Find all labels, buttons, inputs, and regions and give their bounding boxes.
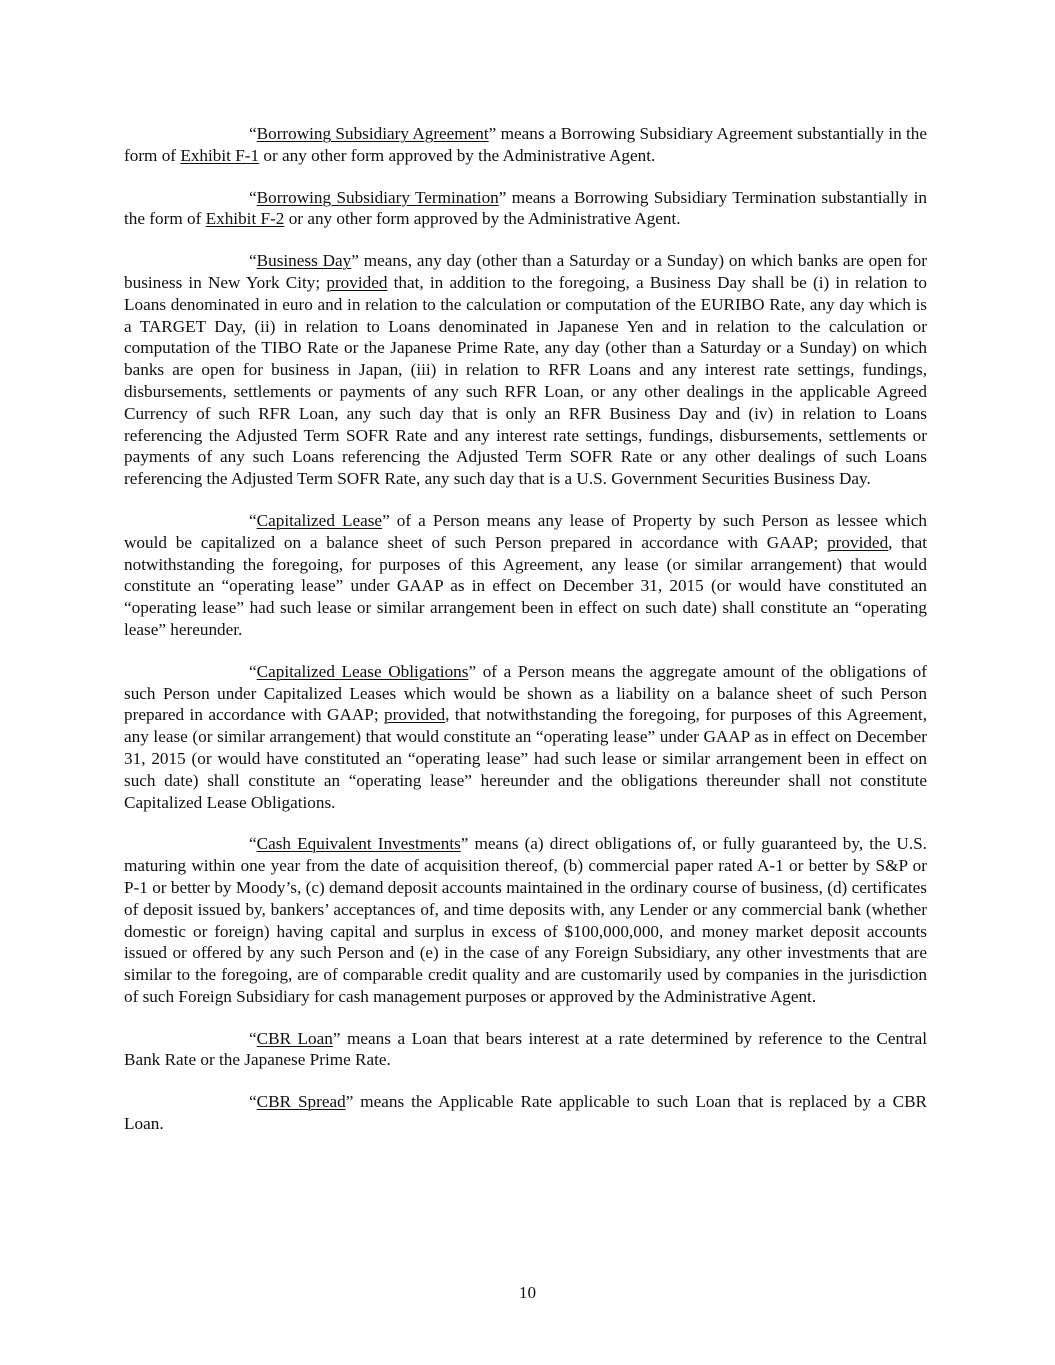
definition-text: ” means the Applicable Rate applicable to such Loan that is replaced by a CBR Loan. (124, 1092, 927, 1134)
definition-text: ” means a Borrowing Subsidiary Agreement substantially in the form of (124, 124, 927, 165)
exhibit-reference: Exhibit F-2 (205, 209, 285, 229)
page-number: 10 (518, 1283, 537, 1302)
open-quote: “ (249, 661, 257, 681)
exhibit-reference: Exhibit F-1 (180, 145, 260, 165)
definition-borrowing-subsidiary-agreement (124, 123, 927, 167)
definition-text: ” means (a) direct obligations of, or fully guaranteed by, the U.S. maturing within one year from the date of acquisition thereof, (b) commercial paper rated A-1 or better by S&P or P-1 or better by Moody’s, (c) demand deposit accounts maintained in the ordinary course of business, (d) certificates of deposit issued by, bankers’ acceptances of, and time deposits with, any Lender or any commercial bank (whether domestic or foreign) having capital and surplus in excess of $100,000,000, and money market deposit accounts issued or offered by any such Person and (e) in the case of any Foreign Subsidiary, any other investments that are similar to the foregoing, are of comparable credit quality and are customarily used by companies in the jurisdiction of such Foreign Subsidiary for cash management purposes or approved by the Administrative Agent. (124, 834, 927, 1006)
definition-text: or any other form approved by the Administrative Agent. (284, 209, 681, 229)
open-quote: “ (249, 1092, 257, 1112)
defined-term: Borrowing Subsidiary Termination (256, 187, 499, 207)
provided-term: provided (326, 272, 388, 292)
definition-text: ” means, any day (other than a Saturday or a Sunday) on which banks are open for business in New York City; (124, 251, 927, 292)
defined-term: Business Day (256, 251, 352, 271)
definition-capitalized-lease-obligations (124, 661, 927, 814)
defined-term: Capitalized Lease Obligations (256, 661, 469, 681)
definition-capitalized-lease (124, 510, 927, 641)
document-page (124, 123, 927, 1155)
open-quote: “ (249, 187, 257, 207)
defined-term: Cash Equivalent Investments (256, 834, 461, 854)
defined-term: CBR Spread (256, 1092, 346, 1112)
open-quote: “ (249, 510, 257, 530)
open-quote: “ (249, 1028, 257, 1048)
definition-text: ” means a Borrowing Subsidiary Termination substantially in the form of (124, 187, 927, 229)
defined-term: CBR Loan (256, 1028, 333, 1048)
definition-business-day (124, 250, 927, 490)
definition-cbr-loan (124, 1028, 927, 1072)
defined-term: Borrowing Subsidiary Agreement (256, 124, 489, 143)
provided-term: provided (827, 532, 889, 552)
definition-text: ” of a Person means the aggregate amount of the obligations of such Person under Capitalized Leases which would be shown as a liability on a balance sheet of such Person prepared in accordance with GAAP; (124, 661, 928, 725)
definition-text: that, in addition to the foregoing, a Business Day shall be (i) in relation to Loans denominated in euro and in relation to the calculation or computation of the EURIBO Rate, any day which is a TARGET Day, (ii) in relation to Loans denominated in Japanese Yen and in relation to the calculation or computation of the TIBO Rate or the Japanese Prime Rate, any day (other than a Saturday or a Sunday) on which banks are open for business in Japan, (iii) in relation to RFR Loans and any interest rate settings, fundings, disbursements, settlements or payments of any such RFR Loan, or any other dealings in the applicable Agreed Currency of such RFR Loan, any such day that is only an RFR Business Day and (iv) in relation to Loans referencing the Adjusted Term SOFR Rate and any interest rate settings, fundings, disbursements, settlements or payments of any such Loans referencing the Adjusted Term SOFR Rate or any other dealings of such Loans referencing the Adjusted Term SOFR Rate, any such day that is a U.S. Government Securities Business Day. (124, 272, 927, 489)
definition-text: or any other form approved by the Administrative Agent. (259, 145, 656, 165)
definition-text: ” of a Person means any lease of Property by such Person as lessee which would be capitalized on a balance sheet of such Person prepared in accordance with GAAP; (124, 510, 927, 552)
provided-term: provided (384, 705, 446, 725)
definition-cbr-spread (124, 1091, 927, 1135)
definition-cash-equivalent-investments (124, 833, 927, 1007)
open-quote: “ (249, 124, 257, 143)
definition-text: , that notwithstanding the foregoing, for purposes of this Agreement, any lease (or similar arrangement) that would constitute an “operating lease” under GAAP as in effect on December 31, 2015 (or would have constituted an “operating lease” had such lease or similar arrangement been in effect on such date) shall constitute an “operating lease” hereunder. (124, 532, 927, 639)
definition-text: ” means a Loan that bears interest at a rate determined by reference to the Central Bank Rate or the Japanese Prime Rate. (124, 1028, 927, 1070)
defined-term: Capitalized Lease (256, 510, 383, 530)
definition-text: , that notwithstanding the foregoing, for purposes of this Agreement, any lease (or similar arrangement) that would constitute an “operating lease” under GAAP as in effect on December 31, 2015 (or would have constituted an “operating lease” had such lease or similar arrangement been in effect on such date) shall constitute an “operating lease” hereunder and the obligations thereunder shall not constitute Capitalized Lease Obligations. (124, 705, 927, 812)
open-quote: “ (249, 251, 257, 271)
definition-borrowing-subsidiary-termination (124, 187, 927, 231)
open-quote: “ (249, 834, 257, 854)
